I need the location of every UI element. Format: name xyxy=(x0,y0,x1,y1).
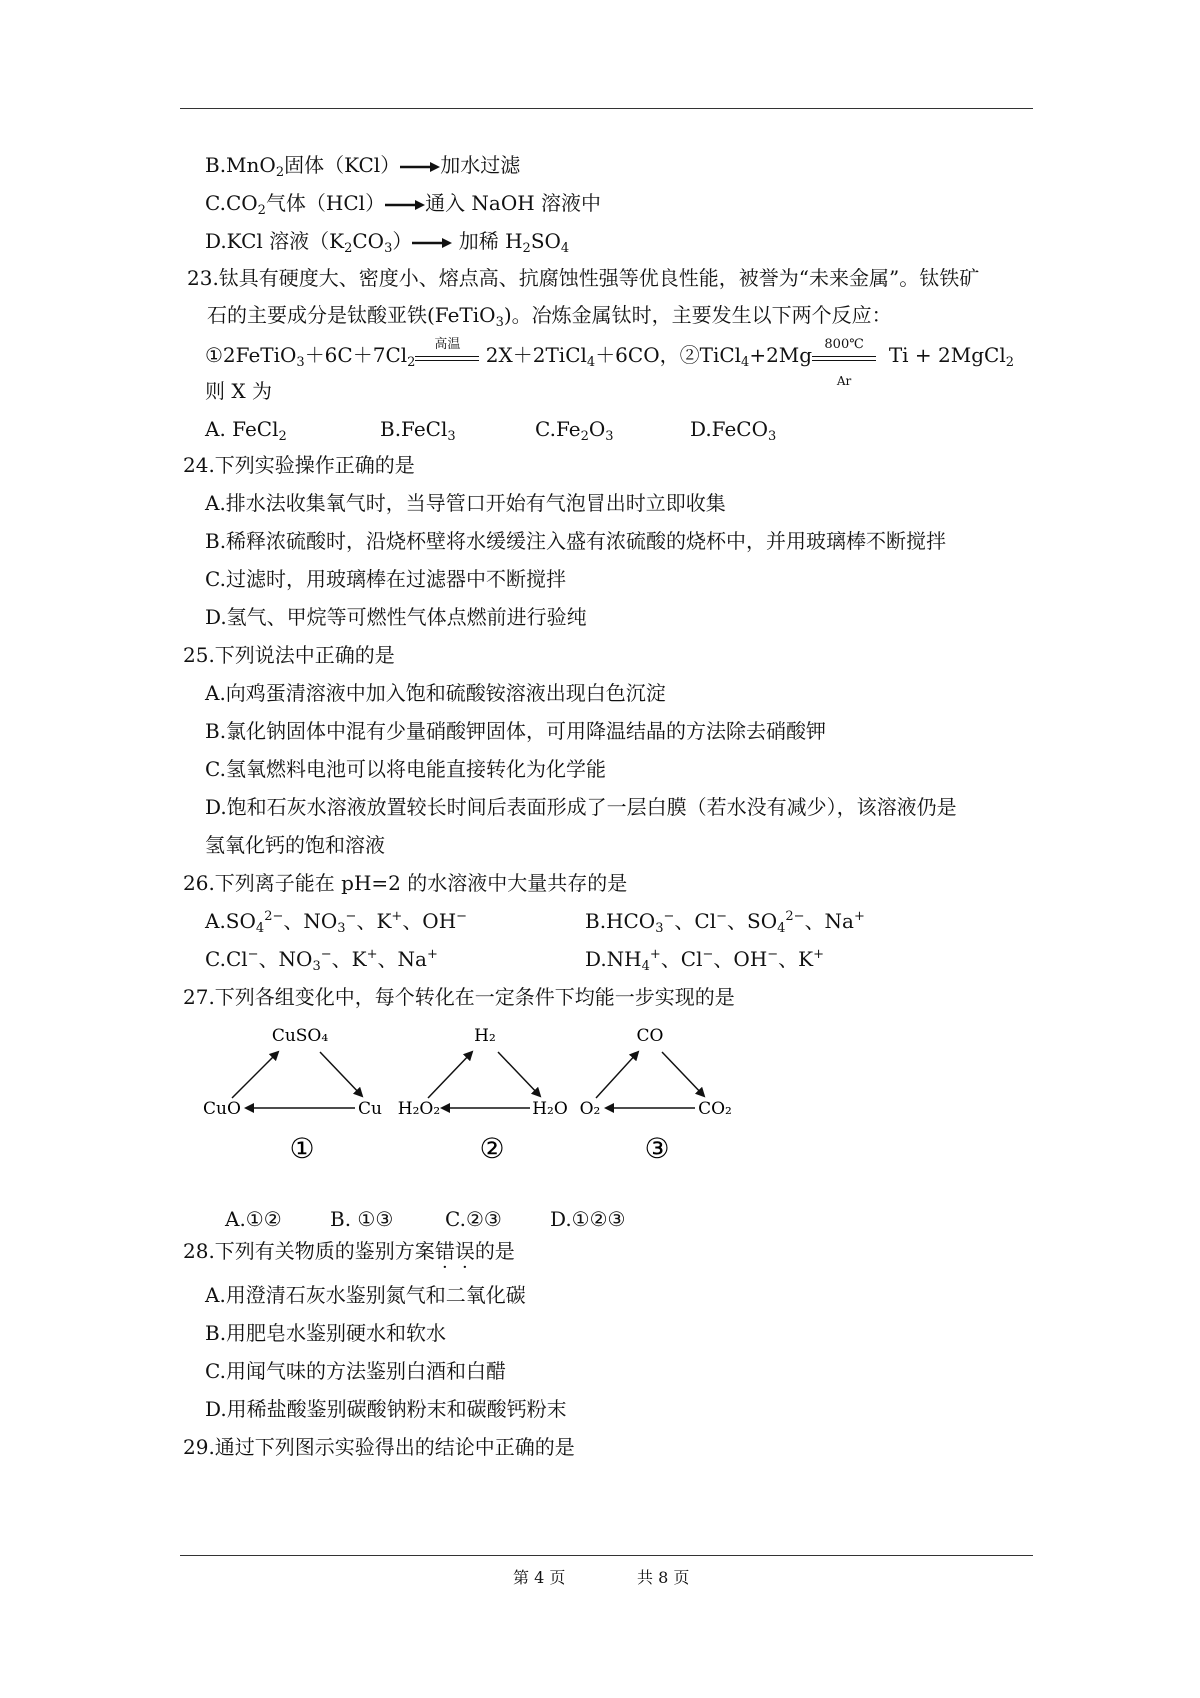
diagram-1-left: CuO xyxy=(203,1099,241,1119)
q23-ask: 则 X 为 xyxy=(205,379,272,403)
emphasis-mark: 错 xyxy=(434,1239,455,1263)
diagram-1 xyxy=(203,1026,382,1165)
reaction-condition-1: 高温 xyxy=(415,344,479,370)
q25-option-d-line1: D.饱和石灰水溶液放置较长时间后表面形成了一层白膜（若水没有减少），该溶液仍是 xyxy=(205,795,957,819)
q22-option-b: B.MnO$_2$固体（KCl） 加水过滤 xyxy=(205,153,521,180)
diagram-3-label: ③ xyxy=(644,1132,670,1165)
diagram-1-top: CuSO₄ xyxy=(271,1026,329,1046)
q29-stem: 29.通过下列图示实验得出的结论中正确的是 xyxy=(183,1435,575,1459)
q27-option-a: A.①② xyxy=(225,1207,282,1231)
diagram-1-right: Cu xyxy=(358,1099,382,1119)
q23-reactions: $①2FeTiO_3+6C+7Cl_2$ 高温 2X＋2TiCl$_4$＋6CO，②TiCl$_4$+2Mg $\frac{800℃}{Ar}$ Ti + 2MgCl$_2$ xyxy=(205,336,1015,388)
emphasis-mark: 误 xyxy=(454,1239,475,1263)
q23-option-b: B.FeCl$_3$ xyxy=(380,417,456,444)
diagram-2 xyxy=(398,1026,568,1165)
q28-option-d: D.用稀盐酸鉴别碳酸钠粉末和碳酸钙粉末 xyxy=(205,1397,567,1421)
q25-option-c: C.氢氧燃料电池可以将电能直接转化为化学能 xyxy=(205,757,606,781)
q28-option-a: A.用澄清石灰水鉴别氮气和二氧化碳 xyxy=(205,1283,526,1307)
q24-option-a: A.排水法收集氧气时，当导管口开始有气泡冒出时立即收集 xyxy=(205,491,726,515)
q27-diagrams xyxy=(203,1020,750,1170)
q22-option-c: $C.CO_2$气体（HCl） 通入 NaOH 溶液中 xyxy=(205,191,602,218)
diagram-3 xyxy=(580,1026,732,1165)
q22-option-d: D.KCl 溶液$(K_2CO_3)$ 加稀 $H_2SO_4$ xyxy=(205,229,570,256)
footer-total-pages: 共 8 页 xyxy=(637,1568,690,1587)
q24-stem: 24.下列实验操作正确的是 xyxy=(183,453,415,477)
q27-option-d: D.①②③ xyxy=(550,1207,626,1231)
q26-option-b: $B.HCO_3^-$、Cl−、$SO_4^{2-}$、Na+ xyxy=(585,909,865,936)
diagram-2-left: H₂O₂ xyxy=(397,1099,441,1119)
footer-page-number: 第 4 页 xyxy=(513,1568,566,1587)
q27-stem: 27.下列各组变化中，每个转化在一定条件下均能一步实现的是 xyxy=(183,985,735,1009)
diagram-2-label: ② xyxy=(479,1132,505,1165)
q23-stem-line1: 23.钛具有硬度大、密度小、熔点高、抗腐蚀性强等优良性能，被誉为“未来金属”。钛铁矿 xyxy=(187,266,980,290)
q25-option-d-line2: 氢氧化钙的饱和溶液 xyxy=(205,833,385,857)
q28-option-c: C.用闻气味的方法鉴别白酒和白醋 xyxy=(205,1359,506,1383)
footer-rule xyxy=(180,1555,1033,1556)
q27-option-c: C.②③ xyxy=(445,1207,502,1231)
q26-option-c: C.Cl−、$NO_3^-$、K+、Na+ xyxy=(205,947,438,974)
q26-stem: 26.下列离子能在 pH=2 的水溶液中大量共存的是 xyxy=(183,871,628,895)
q24-option-b: B.稀释浓硫酸时，沿烧杯壁将水缓缓注入盛有浓硫酸的烧杯中，并用玻璃棒不断搅拌 xyxy=(205,529,947,553)
arrow-icon xyxy=(412,237,452,249)
q24-option-c: C.过滤时，用玻璃棒在过滤器中不断搅拌 xyxy=(205,567,566,591)
q23-stem-line2: 石的主要成分是钛酸亚铁(FeTiO$_3$)。冶炼金属钛时，主要发生以下两个反应： xyxy=(207,303,892,330)
q26-option-d: $D.NH_4^+$、Cl−、OH−、K+ xyxy=(585,947,825,974)
header-rule xyxy=(180,108,1033,109)
arrow-icon xyxy=(385,199,425,211)
q28-option-b: B.用肥皂水鉴别硬水和软水 xyxy=(205,1321,447,1345)
q25-option-b: B.氯化钠固体中混有少量硝酸钾固体，可用降温结晶的方法除去硝酸钾 xyxy=(205,719,827,743)
q24-option-d: D.氢气、甲烷等可燃性气体点燃前进行验纯 xyxy=(205,605,587,629)
reaction-condition-2: $\frac{800℃}{Ar}$ xyxy=(812,344,876,370)
diagram-3-left: O₂ xyxy=(579,1099,601,1119)
q27-option-b: B. ①③ xyxy=(330,1207,394,1231)
q23-option-c: $C.Fe_2O_3$ xyxy=(535,417,614,444)
q25-option-a: A.向鸡蛋清溶液中加入饱和硫酸铵溶液出现白色沉淀 xyxy=(205,681,666,705)
diagram-3-right: CO₂ xyxy=(698,1099,732,1119)
q26-option-a: $A.SO_4^{2-}$、$NO_3^-$、K+、OH− xyxy=(205,909,468,936)
diagram-3-top: CO xyxy=(636,1026,664,1046)
q23-option-d: D.FeCO$_3$ xyxy=(690,417,777,444)
q28-stem: 28.下列有关物质的鉴别方案错误的是 xyxy=(183,1239,515,1263)
q23-option-a: A. FeCl$_2$ xyxy=(205,417,287,444)
q25-stem: 25.下列说法中正确的是 xyxy=(183,643,395,667)
diagram-1-label: ① xyxy=(289,1132,315,1165)
diagram-2-right: H₂O xyxy=(532,1099,568,1119)
diagram-2-top: H₂ xyxy=(474,1026,496,1046)
arrow-icon xyxy=(400,161,440,173)
